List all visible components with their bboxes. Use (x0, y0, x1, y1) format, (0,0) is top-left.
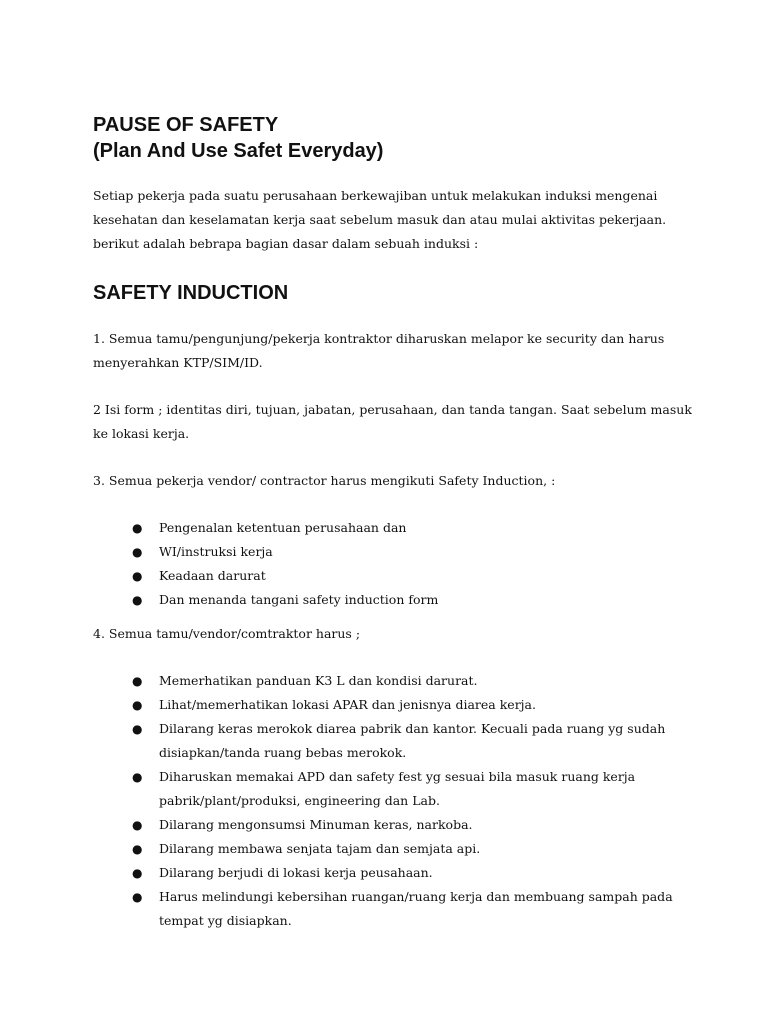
bullet-icon: ● (132, 674, 143, 688)
list-item-2: 2 Isi form ; identitas diri, tujuan, jabatan, perusahaan, dan tanda tangan. Saat sebelum masuk ke lokasi kerja. (93, 402, 692, 441)
item-4-bullet-list (93, 669, 693, 933)
bullet-text: Harus melindungi kebersihan ruangan/ruang kerja dan membuang sampah pada tempat yg disiapkan. (159, 889, 673, 928)
bullet-item (131, 588, 679, 612)
title-line-2: (Plan And Use Safet Everyday) (93, 140, 384, 162)
bullet-item (131, 765, 679, 813)
list-item-1: 1. Semua tamu/pengunjung/pekerja kontraktor diharuskan melapor ke security dan harus menyerahkan KTP/SIM/ID. (93, 331, 665, 370)
title-line-1: PAUSE OF SAFETY (93, 114, 279, 136)
bullet-text: WI/instruksi kerja (159, 544, 273, 559)
bullet-icon: ● (132, 866, 143, 880)
bullet-text: Keadaan darurat (159, 568, 266, 583)
bullet-icon: ● (132, 593, 143, 607)
bullet-item (131, 861, 679, 885)
bullet-text: Dan menanda tangani safety induction form (159, 592, 439, 607)
section-heading: SAFETY INDUCTION (93, 282, 289, 304)
bullet-icon: ● (132, 698, 143, 712)
bullet-icon: ● (132, 842, 143, 856)
item-3-bullet-list (93, 516, 693, 612)
list-item-4: 4. Semua tamu/vendor/comtraktor harus ; (93, 626, 361, 641)
bullet-item (131, 669, 679, 693)
bullet-item (131, 516, 679, 540)
document-title (93, 112, 693, 164)
bullet-text: Memerhatikan panduan K3 L dan kondisi darurat. (159, 673, 478, 688)
bullet-item (131, 813, 679, 837)
bullet-item (131, 885, 679, 933)
bullet-icon: ● (132, 521, 143, 535)
bullet-text: Lihat/memerhatikan lokasi APAR dan jenisnya diarea kerja. (159, 697, 536, 712)
bullet-item (131, 564, 679, 588)
bullet-icon: ● (132, 722, 143, 736)
bullet-text: Dilarang mengonsumsi Minuman keras, narkoba. (159, 817, 473, 832)
bullet-icon: ● (132, 770, 143, 784)
bullet-item (131, 693, 679, 717)
bullet-icon: ● (132, 545, 143, 559)
bullet-text: Dilarang keras merokok diarea pabrik dan kantor. Kecuali pada ruang yg sudah disiapkan/tanda ruang bebas merokok. (159, 721, 666, 760)
bullet-text: Dilarang membawa senjata tajam dan semjata api. (159, 841, 481, 856)
bullet-icon: ● (132, 569, 143, 583)
bullet-text: Diharuskan memakai APD dan safety fest yg sesuai bila masuk ruang kerja pabrik/plant/produksi, engineering dan Lab. (159, 769, 636, 808)
bullet-item (131, 540, 679, 564)
bullet-icon: ● (132, 818, 143, 832)
bullet-text: Dilarang berjudi di lokasi kerja peusahaan. (159, 865, 433, 880)
bullet-item (131, 717, 679, 765)
bullet-icon: ● (132, 890, 143, 904)
intro-paragraph: Setiap pekerja pada suatu perusahaan berkewajiban untuk melakukan induksi mengenai kesehatan dan keselamatan kerja saat sebelum masuk dan atau mulai aktivitas pekerjaan. berikut adalah bebrapa bagian dasar dalam sebuah induksi : (93, 188, 667, 251)
list-item-3: 3. Semua pekerja vendor/ contractor harus mengikuti Safety Induction, : (93, 473, 556, 488)
document-content (93, 112, 693, 933)
bullet-text: Pengenalan ketentuan perusahaan dan (159, 520, 407, 535)
bullet-item (131, 837, 679, 861)
